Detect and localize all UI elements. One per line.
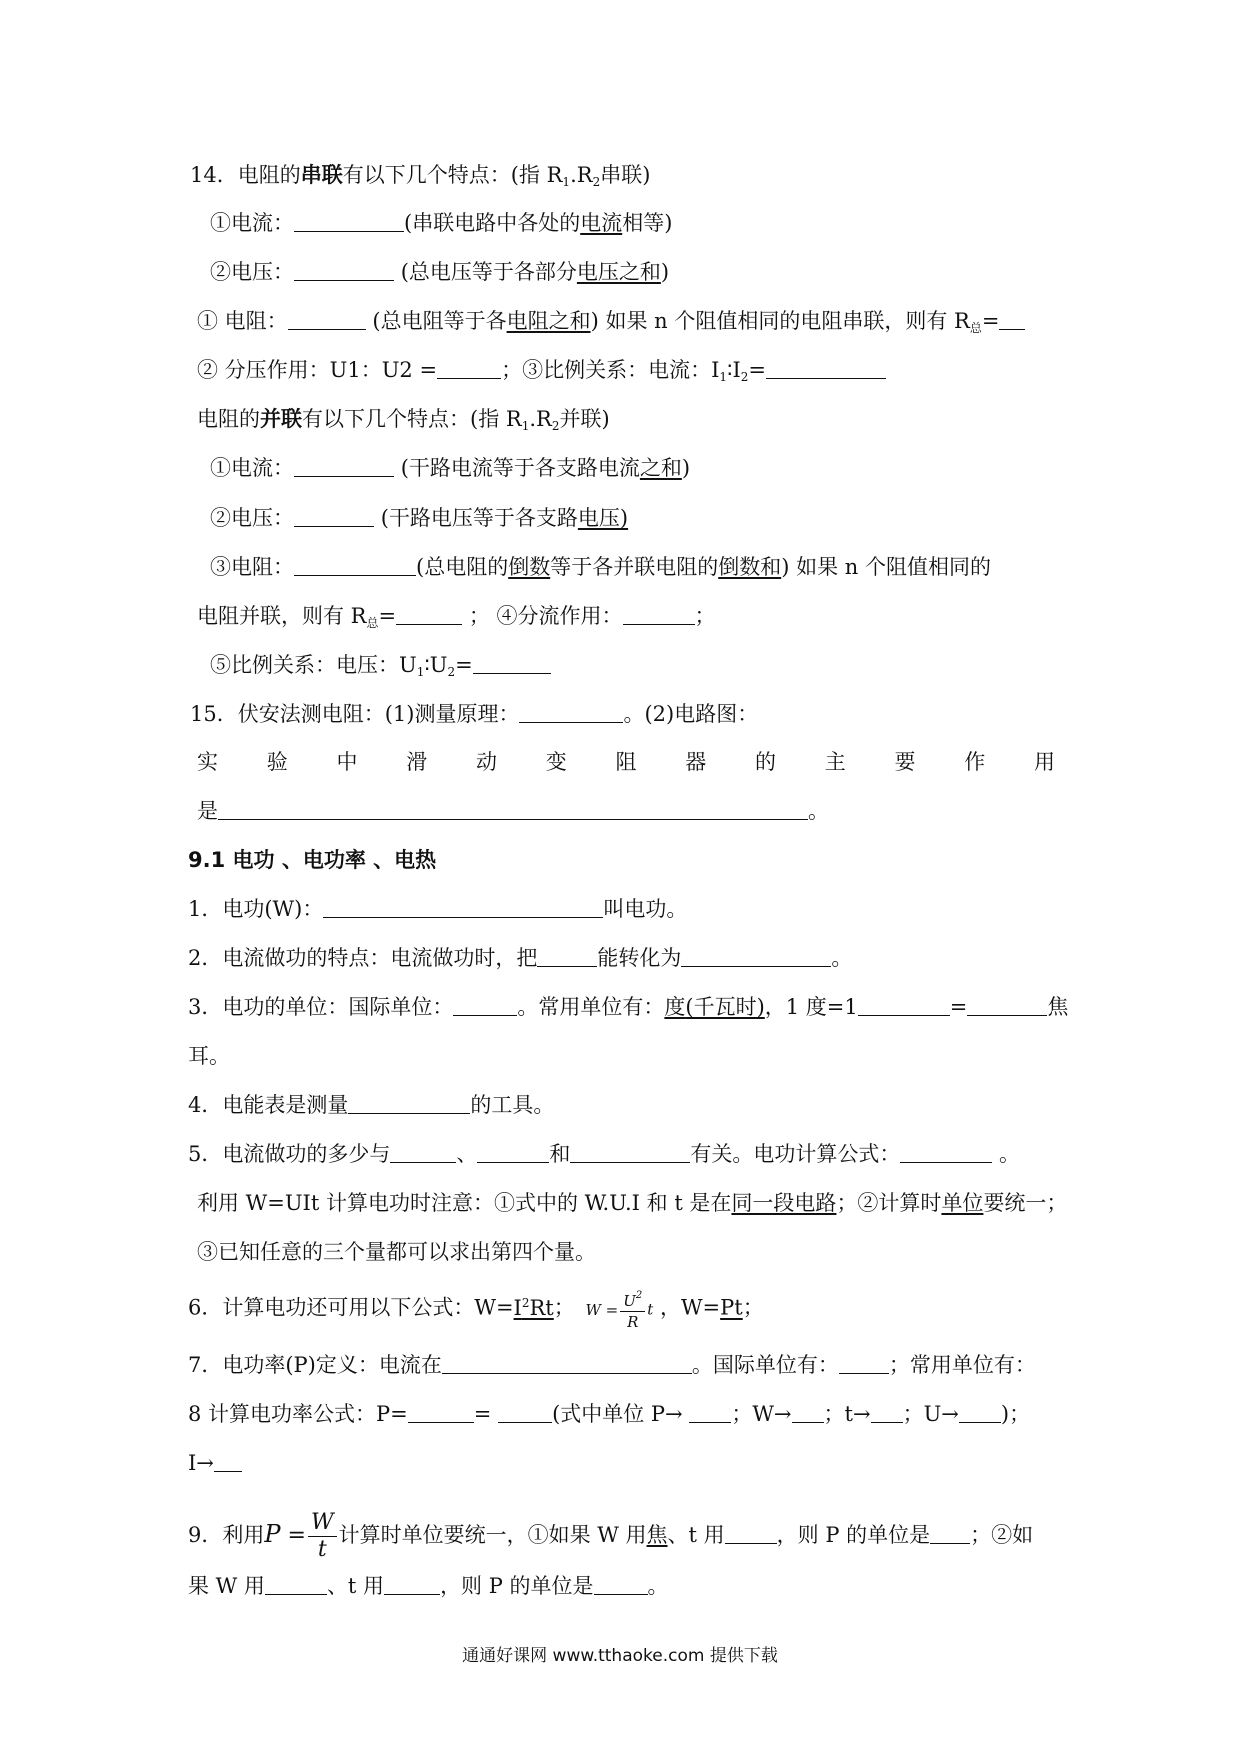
parallel-bold: 并联 xyxy=(260,407,302,431)
blank[interactable] xyxy=(390,1142,456,1163)
q6-fraction: $\frac{U^2}{R}$ xyxy=(620,1286,645,1332)
q9: 9．利用P = $\frac{W}{t}$ 计算时单位要统一，①如果 W 用焦、t 用 ，则 P 的单位是 ；②如 xyxy=(188,1510,1034,1562)
blank[interactable] xyxy=(839,1353,889,1374)
blank[interactable] xyxy=(453,995,517,1016)
blank[interactable] xyxy=(477,1142,549,1163)
blank[interactable] xyxy=(792,1402,824,1423)
parallel-heading: 电阻的并联有以下几个特点：(指 $R_1.R_2$并联) xyxy=(197,407,610,433)
blank[interactable] xyxy=(725,1523,777,1544)
q3-line2: 耳。 xyxy=(188,1044,230,1068)
q14-heading: 14．电阻的串联有以下几个特点：(指 $R_1.R_2$串联) xyxy=(190,163,651,189)
blank[interactable] xyxy=(999,309,1025,330)
blank[interactable] xyxy=(218,799,808,820)
q15: 15．伏安法测电阻：(1)测量原理： 。(2)电路图： xyxy=(190,702,759,726)
q8-line2: I→ xyxy=(188,1448,242,1478)
blank[interactable] xyxy=(265,1574,327,1595)
series-current: ①电流： (串联电路中各处的电流相等) xyxy=(210,211,673,235)
blank[interactable] xyxy=(959,1402,1001,1423)
blank[interactable] xyxy=(384,1574,440,1595)
parallel-resistance-line2: 电阻并联，则有 $R_总=$ ； ④分流作用： ； xyxy=(197,604,716,630)
blank[interactable] xyxy=(681,946,831,967)
series-bold: 串联 xyxy=(300,163,343,187)
q5-note1: 利用 W=UIt 计算电功时注意：①式中的 W.U.I 和 t 是在同一段电路；②计算时单位要统一； xyxy=(197,1191,1068,1215)
q3: 3．电功的单位：国际单位： 。常用单位有：度(千瓦时)，1 度=1 = 焦 xyxy=(188,995,1069,1019)
blank[interactable] xyxy=(570,1142,690,1163)
blank[interactable] xyxy=(930,1523,970,1544)
blank[interactable] xyxy=(294,456,394,477)
parallel-ratio: ⑤比例关系：电压：$U_1∶U_2=$ xyxy=(210,650,551,687)
blank[interactable] xyxy=(408,1402,474,1423)
blank[interactable] xyxy=(498,1402,552,1423)
series-divider: ② 分压作用：U1：U2 = ；③比例关系：电流：$I_1∶I_2=$ xyxy=(197,355,886,392)
q8: 8 计算电功率公式：P= = (式中单位 P→ ；W→ ；t→ ；U→ )； xyxy=(188,1402,1031,1426)
blank[interactable] xyxy=(537,946,597,967)
blank[interactable] xyxy=(294,211,404,232)
blank[interactable] xyxy=(623,604,695,625)
blank[interactable] xyxy=(442,1353,692,1374)
q9-fraction: $\frac{W}{t}$ xyxy=(308,1510,337,1563)
blank[interactable] xyxy=(900,1142,992,1163)
blank[interactable] xyxy=(294,506,374,527)
q7: 7．电功率(P)定义：电流在 。国际单位有： ；常用单位有： xyxy=(188,1353,1036,1377)
series-resistance: ① 电阻： (总电阻等于各电阻之和) 如果 n 个阻值相同的电阻串联，则有 $R_总=$ xyxy=(197,306,1025,343)
blank[interactable] xyxy=(437,358,501,379)
parallel-resistance: ③电阻： (总电阻的倒数等于各并联电阻的倒数和) 如果 n 个阻值相同的 xyxy=(210,555,991,579)
q4: 4．电能表是测量 的工具。 xyxy=(188,1093,555,1117)
q15-line3: 是 。 xyxy=(197,799,829,823)
blank[interactable] xyxy=(871,1402,903,1423)
blank[interactable] xyxy=(294,260,394,281)
blank[interactable] xyxy=(519,702,623,723)
q1: 1．电功(W)： 叫电功。 xyxy=(188,897,688,921)
q5: 5．电流做功的多少与 、 和 有关。电功计算公式： 。 xyxy=(188,1142,1021,1166)
blank[interactable] xyxy=(858,995,950,1016)
blank[interactable] xyxy=(689,1402,731,1423)
q5-note2: ③已知任意的三个量都可以求出第四个量。 xyxy=(197,1240,596,1264)
blank[interactable] xyxy=(294,555,416,576)
blank[interactable] xyxy=(323,897,603,918)
blank[interactable] xyxy=(473,653,551,674)
q6: 6．计算电功还可用以下公式：$W=I^2Rt$； W = $\frac{U^2}{R}$ t ，W=Pt； xyxy=(188,1286,764,1332)
parallel-current: ①电流： (干路电流等于各支路电流之和) xyxy=(210,456,691,480)
blank[interactable] xyxy=(348,1093,470,1114)
blank[interactable] xyxy=(396,604,462,625)
blank[interactable] xyxy=(288,309,366,330)
q9-line2: 果 W 用 、t 用 ，则 P 的单位是 。 xyxy=(188,1574,669,1598)
q15-spread-line: 实 验 中 滑 动 变 阻 器 的 主 要 作 用 xyxy=(197,750,1055,774)
section-9-1-title: 9.1 电功 、电功率 、电热 xyxy=(188,848,437,872)
series-voltage: ②电压： (总电压等于各部分电压之和) xyxy=(210,260,670,284)
q2: 2．电流做功的特点：电流做功时，把 能转化为 。 xyxy=(188,946,853,970)
blank[interactable] xyxy=(594,1574,648,1595)
blank[interactable] xyxy=(967,995,1047,1016)
footer: 通通好课网 www.tthaoke.com 提供下载 xyxy=(462,1646,778,1666)
parallel-voltage: ②电压： (干路电压等于各支路电压) xyxy=(210,506,629,530)
blank[interactable] xyxy=(214,1451,242,1472)
blank[interactable] xyxy=(766,358,886,379)
